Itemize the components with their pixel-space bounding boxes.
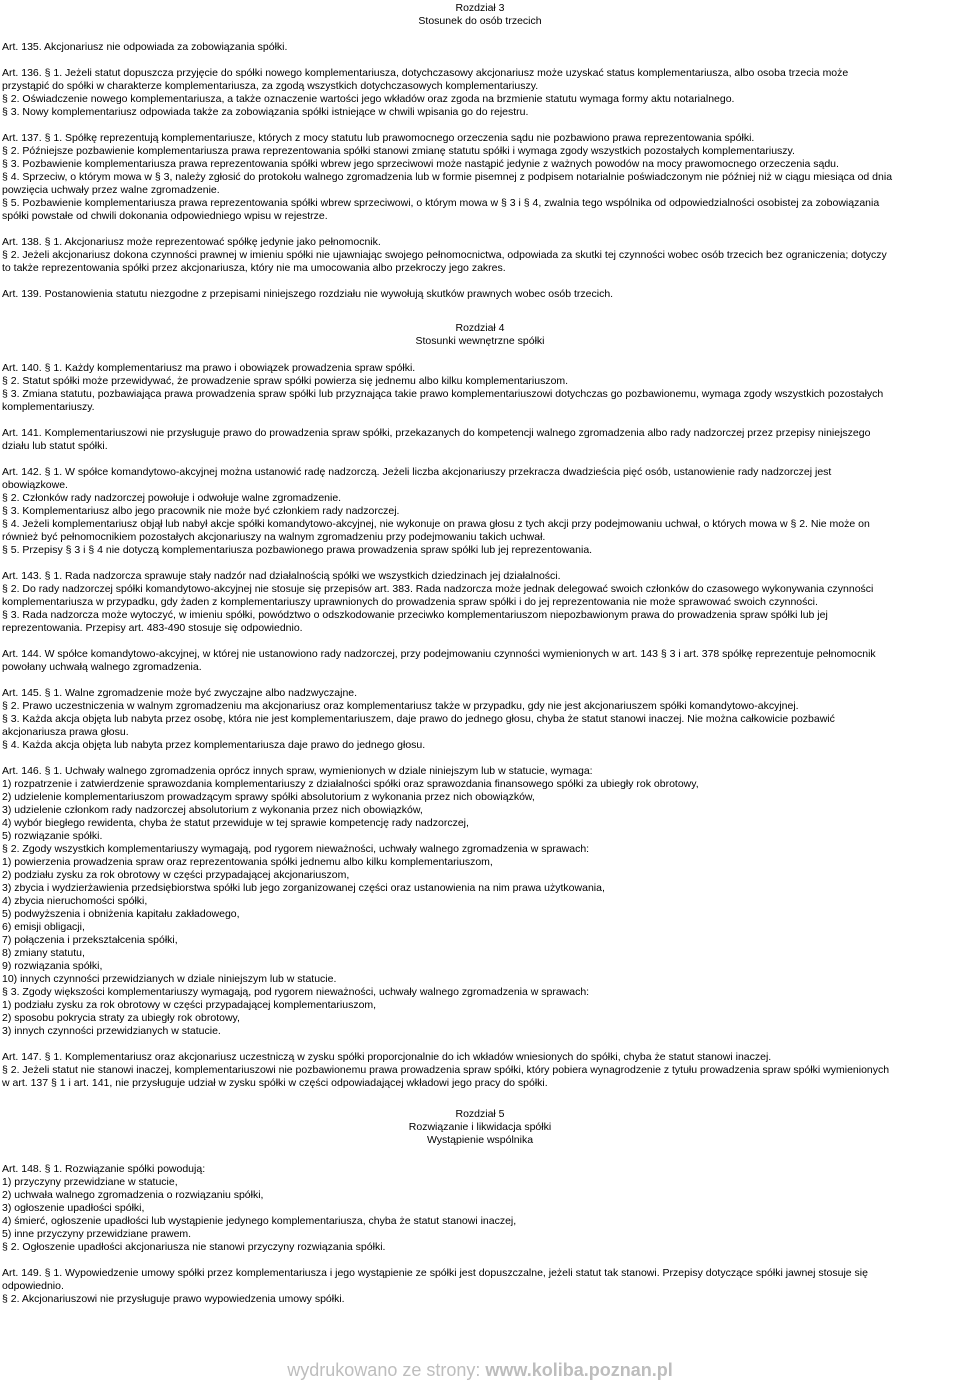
text-line: Art. 138. § 1. Akcjonariusz może reprezentować spółkę jedynie jako pełnomocnik.	[2, 236, 381, 248]
footer-prefix: wydrukowano ze strony:	[287, 1360, 486, 1380]
text-line: Art. 136. § 1. Jeżeli statut dopuszcza przyjęcie do spółki nowego komplementariusza, dotychczasowy akcjonariusz może uzyskać status komplementariusza, albo osoba trzecia może	[2, 67, 849, 79]
text-line: § 4. Jeżeli komplementariusz objął lub nabył akcje spółki komandytowo-akcyjnej, nie wykonuje on prawa głosu z tych akcji przy podejmowaniu uchwał, o których mowa w § 2. Nie może on	[2, 518, 870, 530]
text-line: 6) emisji obligacji,	[2, 921, 85, 933]
text-line: 3) udzielenie członkom rady nadzorczej absolutorium z wykonania przez nich obowiązków,	[2, 804, 423, 816]
text-line: 5) rozwiązanie spółki.	[2, 830, 103, 842]
text-line: § 3. Rada nadzorcza może wytoczyć, w imieniu spółki, powództwo o odszkodowanie przeciwko komplementariuszom niepozbawionym prawa do prowadzenia spraw spółki lub jej	[2, 609, 828, 621]
text-line: 5) podwyższenia i obniżenia kapitału zakładowego,	[2, 908, 240, 920]
text-line: Art. 145. § 1. Walne zgromadzenie może być zwyczajne albo nadzwyczajne.	[2, 687, 358, 699]
text-line: 1) powierzenia prowadzenia spraw oraz reprezentowania spółki jednemu albo kilku komplementariuszom,	[2, 856, 493, 868]
text-line: § 2. Statut spółki może przewidywać, że prowadzenie spraw spółki powierza się jednemu albo kilku komplementariuszom.	[2, 375, 569, 387]
text-line: powołany uchwałą walnego zgromadzenia.	[2, 661, 202, 673]
text-line: Art. 142. § 1. W spółce komandytowo-akcyjnej można ustanowić radę nadzorczą. Jeżeli liczba akcjonariuszy przekracza dwadzieścia pięć osób, ustanowienie rady nadzorczej jest	[2, 466, 832, 478]
text-line: § 2. Oświadczenie nowego komplementariusza, a także oznaczenie wartości jego wkładów oraz zgoda na brzmienie statutu wymaga formy aktu notarialnego.	[2, 93, 735, 105]
text-line: § 2. Do rady nadzorczej spółki komandytowo-akcyjnej nie stosuje się przepisów art. 383. Rada nadzorcza może jednak delegować swoich członków do czasowego wykonywania czynności	[2, 583, 874, 595]
text-line: 4) wybór biegłego rewidenta, chyba że statut przewiduje w tej sprawie kompetencję rady nadzorczej,	[2, 817, 469, 829]
text-line: § 2. Akcjonariuszowi nie przysługuje prawo wypowiedzenia umowy spółki.	[2, 1293, 345, 1305]
page-footer	[0, 1360, 960, 1380]
chapter-heading-line: Rozdział 3	[455, 2, 505, 14]
text-line: reprezentowania. Przepisy art. 483-490 stosuje się odpowiednio.	[2, 622, 303, 634]
text-line: § 2. Jeżeli statut nie stanowi inaczej, komplementariuszowi nie pozbawionemu prawa prowadzenia spraw spółki, który pobiera wynagrodzenie z tytułu prowadzenia spraw spółki wymienionych	[2, 1064, 890, 1076]
text-line: również być pełnomocnikiem pozostałych akcjonariuszy na walnym zgromadzeniu przy podejmowaniu takich uchwał.	[2, 531, 546, 543]
chapter-heading-line: Stosunek do osób trzecich	[418, 15, 542, 27]
text-line: 1) podziału zysku za rok obrotowy w części przypadającej komplementariuszom,	[2, 999, 377, 1011]
text-line: 2) podziału zysku za rok obrotowy w części przypadającej akcjonariuszom,	[2, 869, 350, 881]
text-line: § 3. Komplementariusz albo jego pracownik nie może być członkiem rady nadzorczej.	[2, 505, 400, 517]
text-line: 9) rozwiązania spółki,	[2, 960, 103, 972]
text-line: obowiązkowe.	[2, 479, 68, 491]
text-line: Art. 135. Akcjonariusz nie odpowiada za zobowiązania spółki.	[2, 41, 288, 53]
text-line: Art. 141. Komplementariuszowi nie przysługuje prawo do prowadzenia spraw spółki, przekazanych do kompetencji walnego zgromadzenia albo rady nadzorczej przez przepisy niniejszego	[2, 427, 871, 439]
text-line: § 4. Każda akcja objęta lub nabyta przez komplementariusza daje prawo do jednego głosu.	[2, 739, 426, 751]
text-line: Art. 147. § 1. Komplementariusz oraz akcjonariusz uczestniczą w zysku spółki proporcjonalnie do ich wkładów wniesionych do spółki, chyba że statut stanowi inaczej.	[2, 1051, 772, 1063]
text-line: 4) zbycia nieruchomości spółki,	[2, 895, 148, 907]
text-line: § 2. Późniejsze pozbawienie komplementariusza prawa reprezentowania spółki stanowi zmianę statutu spółki i wymaga zgody wszystkich pozostałych komplementariuszy.	[2, 145, 795, 157]
chapter-heading	[0, 1108, 960, 1147]
chapter-heading-line: Rozwiązanie i likwidacja spółki	[408, 1121, 552, 1133]
text-line: 2) udzielenie komplementariuszom prowadzącym sprawy spółki absolutorium z wykonania przez nich obowiązków,	[2, 791, 535, 803]
footer-site: www.koliba.poznan.pl	[485, 1360, 673, 1380]
text-line: odpowiednio.	[2, 1280, 64, 1292]
chapter-heading-line: Rozdział 4	[455, 322, 505, 334]
text-line: komplementariusza w przypadku, gdy żaden z komplementariuszy uprawnionych do prowadzenia spraw spółki i do jej reprezentowania nie może sprawować swoich czynności.	[2, 596, 818, 608]
text-line: Art. 146. § 1. Uchwały walnego zgromadzenia oprócz innych spraw, wymienionych w dziale niniejszym lub w statucie, wymaga:	[2, 765, 593, 777]
text-line: 1) przyczyny przewidziane w statucie,	[2, 1176, 178, 1188]
text-line: § 5. Pozbawienie komplementariusza prawa reprezentowania spółki wbrew sprzeciwowi, o którym mowa w § 3 i § 4, zwalnia tego wspólnika od odpowiedzialności osobistej za zobowiązania	[2, 197, 880, 209]
text-line: Art. 149. § 1. Wypowiedzenie umowy spółki przez komplementariusza i jego wystąpienie ze spółki jest dopuszczalne, jeżeli statut tak stanowi. Przepisy dotyczące spółki jawnej stosuje się	[2, 1267, 868, 1279]
text-line: akcjonariusza prawa głosu.	[2, 726, 129, 738]
text-line: Art. 143. § 1. Rada nadzorcza sprawuje stały nadzór nad działalnością spółki we wszystkich dziedzinach jej działalności.	[2, 570, 561, 582]
text-line: Art. 137. § 1. Spółkę reprezentują komplementariusze, których z mocy statutu lub prawomocnego orzeczenia sądu nie pozbawiono prawa reprezentowania spółki.	[2, 132, 755, 144]
text-line: 3) zbycia i wydzierżawienia przedsiębiorstwa spółki lub jego zorganizowanej części oraz ustanowienia na nim prawa użytkowania,	[2, 882, 605, 894]
text-line: § 3. Nowy komplementariusz odpowiada także za zobowiązania spółki istniejące w chwili wpisania go do rejestru.	[2, 106, 529, 118]
text-line: 8) zmiany statutu,	[2, 947, 85, 959]
text-line: § 2. Zgody wszystkich komplementariuszy wymagają, pod rygorem nieważności, uchwały walnego zgromadzenia w sprawach:	[2, 843, 590, 855]
text-line: 2) uchwała walnego zgromadzenia o rozwiązaniu spółki,	[2, 1189, 264, 1201]
text-line: 7) połączenia i przekształcenia spółki,	[2, 934, 178, 946]
text-line: Art. 148. § 1. Rozwiązanie spółki powodują:	[2, 1163, 206, 1175]
text-line: 4) śmierć, ogłoszenie upadłości lub wystąpienie jedynego komplementariusza, chyba że statut stanowi inaczej,	[2, 1215, 517, 1227]
text-line: powzięcia uchwały przez walne zgromadzenie.	[2, 184, 220, 196]
text-line: przystąpić do spółki w charakterze komplementariusza, za zgodą wszystkich dotychczasowych komplementariuszy.	[2, 80, 539, 92]
text-line: § 3. Pozbawienie komplementariusza prawa reprezentowania spółki wbrew jego sprzeciwowi może nastąpić jedynie z ważnych powodów na mocy prawomocnego orzeczenia sądu.	[2, 158, 839, 170]
text-line: 5) inne przyczyny przewidziane prawem.	[2, 1228, 192, 1240]
text-line: działu lub statut spółki.	[2, 440, 108, 452]
text-line: komplementariuszy.	[2, 401, 95, 413]
chapter-heading-line: Rozdział 5	[455, 1108, 505, 1120]
chapter-heading-line: Wystąpienie wspólnika	[426, 1134, 534, 1146]
text-line: 10) innych czynności przewidzianych w dziale niniejszym lub w statucie.	[2, 973, 337, 985]
text-line: § 5. Przepisy § 3 i § 4 nie dotyczą komplementariusza pozbawionego prawa prowadzenia spraw spółki lub jej reprezentowania.	[2, 544, 593, 556]
text-line: § 2. Prawo uczestniczenia w walnym zgromadzeniu ma akcjonariusz oraz komplementariusz także w przypadku, gdy nie jest akcjonariuszem spółki komandytowo-akcyjnej.	[2, 700, 799, 712]
text-line: 3) innych czynności przewidzianych w statucie.	[2, 1025, 221, 1037]
text-line: w art. 137 § 1 i art. 141, nie przysługuje udział w zysku spółki w części odpowiadającej wkładowi jego pracy do spółki.	[2, 1077, 548, 1089]
text-line: § 2. Jeżeli akcjonariusz dokona czynności prawnej w imieniu spółki nie ujawniając swojego pełnomocnictwa, odpowiada za skutki tej czynności wobec osób trzecich bez ograniczenia; dotyczy	[2, 249, 887, 261]
text-line: 3) ogłoszenie upadłości spółki,	[2, 1202, 145, 1214]
text-line: 2) sposobu pokrycia straty za ubiegły rok obrotowy,	[2, 1012, 240, 1024]
chapter-heading	[0, 2, 960, 28]
text-line: § 4. Sprzeciw, o którym mowa w § 3, należy zgłosić do protokołu walnego zgromadzenia lub w formie pisemnej z podpisem notarialnie poświadczonym nie później niż w ciągu miesiąca od dnia	[2, 171, 893, 183]
text-line: Art. 139. Postanowienia statutu niezgodne z przepisami niniejszego rozdziału nie wywołują skutków prawnych wobec osób trzecich.	[2, 288, 614, 300]
text-line: § 2. Ogłoszenie upadłości akcjonariusza nie stanowi przyczyny rozwiązania spółki.	[2, 1241, 386, 1253]
text-line: § 2. Członków rady nadzorczej powołuje i odwołuje walne zgromadzenie.	[2, 492, 342, 504]
text-line: § 3. Zgody większości komplementariuszy wymagają, pod rygorem nieważności, uchwały walnego zgromadzenia w sprawach:	[2, 986, 590, 998]
text-line: 1) rozpatrzenie i zatwierdzenie sprawozdania komplementariuszy z działalności spółki oraz sprawozdania finansowego spółki za ubiegły rok obrotowy,	[2, 778, 699, 790]
text-line: to także reprezentowania spółki przez akcjonariusza, który nie ma umocowania albo przekroczy jego zakres.	[2, 262, 506, 274]
text-line: spółki powstałe od chwili dokonania odpowiedniego wpisu w rejestrze.	[2, 210, 328, 222]
text-line: § 3. Zmiana statutu, pozbawiająca prawa prowadzenia spraw spółki lub przyznająca takie prawo komplementariuszowi dotychczas go pozbawionemu, wymaga zgody wszystkich pozostałych	[2, 388, 884, 400]
text-line: Art. 140. § 1. Każdy komplementariusz ma prawo i obowiązek prowadzenia spraw spółki.	[2, 362, 416, 374]
text-line: Art. 144. W spółce komandytowo-akcyjnej, w której nie ustanowiono rady nadzorczej, przy podejmowaniu czynności wymienionych w art. 143 § 3 i art. 378 spółkę reprezentuje pełnomocnik	[2, 648, 876, 660]
chapter-heading-line: Stosunki wewnętrzne spółki	[415, 335, 545, 347]
chapter-heading	[0, 322, 960, 348]
text-line: § 3. Każda akcja objęta lub nabyta przez osobę, która nie jest komplementariuszem, daje prawo do jednego głosu, chyba że statut stanowi inaczej. Nie można całkowicie pozbawić	[2, 713, 835, 725]
